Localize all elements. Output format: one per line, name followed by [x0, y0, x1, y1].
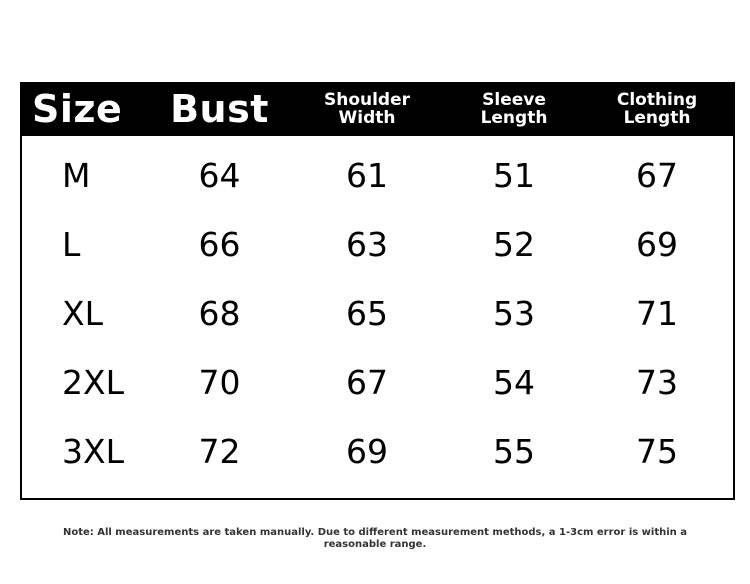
bust-cell: 64 — [198, 156, 241, 195]
size-cell: L — [62, 225, 81, 264]
shoulder-width-cell: 61 — [346, 156, 388, 195]
sleeve-length-cell: 51 — [493, 156, 535, 195]
shoulder-width-cell: 65 — [346, 294, 388, 333]
clothing-length-cell: 67 — [636, 156, 678, 195]
header-sleeve-length — [454, 84, 574, 136]
header-clothing-length-line1: Clothing — [616, 90, 698, 111]
header-shoulder-width-line1: Shoulder — [323, 90, 411, 111]
header-bust — [162, 84, 277, 136]
size-cell: 3XL — [62, 432, 124, 471]
table-header — [22, 84, 733, 136]
measurement-note: Note: All measurements are taken manually. Due to different measurement methods, a 1-3cm error is within a reasonable range. — [62, 527, 688, 550]
sleeve-length-cell: 53 — [493, 294, 535, 333]
size-cell: XL — [62, 294, 103, 333]
clothing-length-cell: 75 — [636, 432, 678, 471]
clothing-length-cell: 71 — [636, 294, 678, 333]
header-size — [32, 84, 137, 136]
header-bust-label: Bust — [170, 87, 269, 132]
table-row — [22, 141, 733, 210]
bust-cell: 66 — [198, 225, 241, 264]
shoulder-width-cell: 69 — [346, 432, 388, 471]
bust-cell: 68 — [198, 294, 241, 333]
table-row — [22, 210, 733, 279]
table-row — [22, 279, 733, 348]
header-shoulder-width — [307, 84, 427, 136]
header-sleeve-length-line1: Sleeve — [482, 90, 546, 111]
size-cell: M — [62, 156, 91, 195]
header-sleeve-length-line2: Length — [480, 108, 548, 128]
sleeve-length-cell: 52 — [493, 225, 535, 264]
table-row — [22, 417, 733, 486]
clothing-length-cell: 73 — [636, 363, 678, 402]
header-clothing-length — [587, 84, 727, 136]
sleeve-length-cell: 54 — [493, 363, 535, 402]
header-shoulder-width-line2: Width — [338, 108, 396, 128]
clothing-length-cell: 69 — [636, 225, 678, 264]
bust-cell: 70 — [198, 363, 241, 402]
size-chart-table — [20, 82, 735, 500]
header-clothing-length-line2: Length — [623, 108, 691, 128]
header-size-label: Size — [32, 87, 123, 132]
sleeve-length-cell: 55 — [493, 432, 535, 471]
shoulder-width-cell: 67 — [346, 363, 388, 402]
table-row — [22, 348, 733, 417]
bust-cell: 72 — [198, 432, 241, 471]
size-cell: 2XL — [62, 363, 124, 402]
shoulder-width-cell: 63 — [346, 225, 388, 264]
